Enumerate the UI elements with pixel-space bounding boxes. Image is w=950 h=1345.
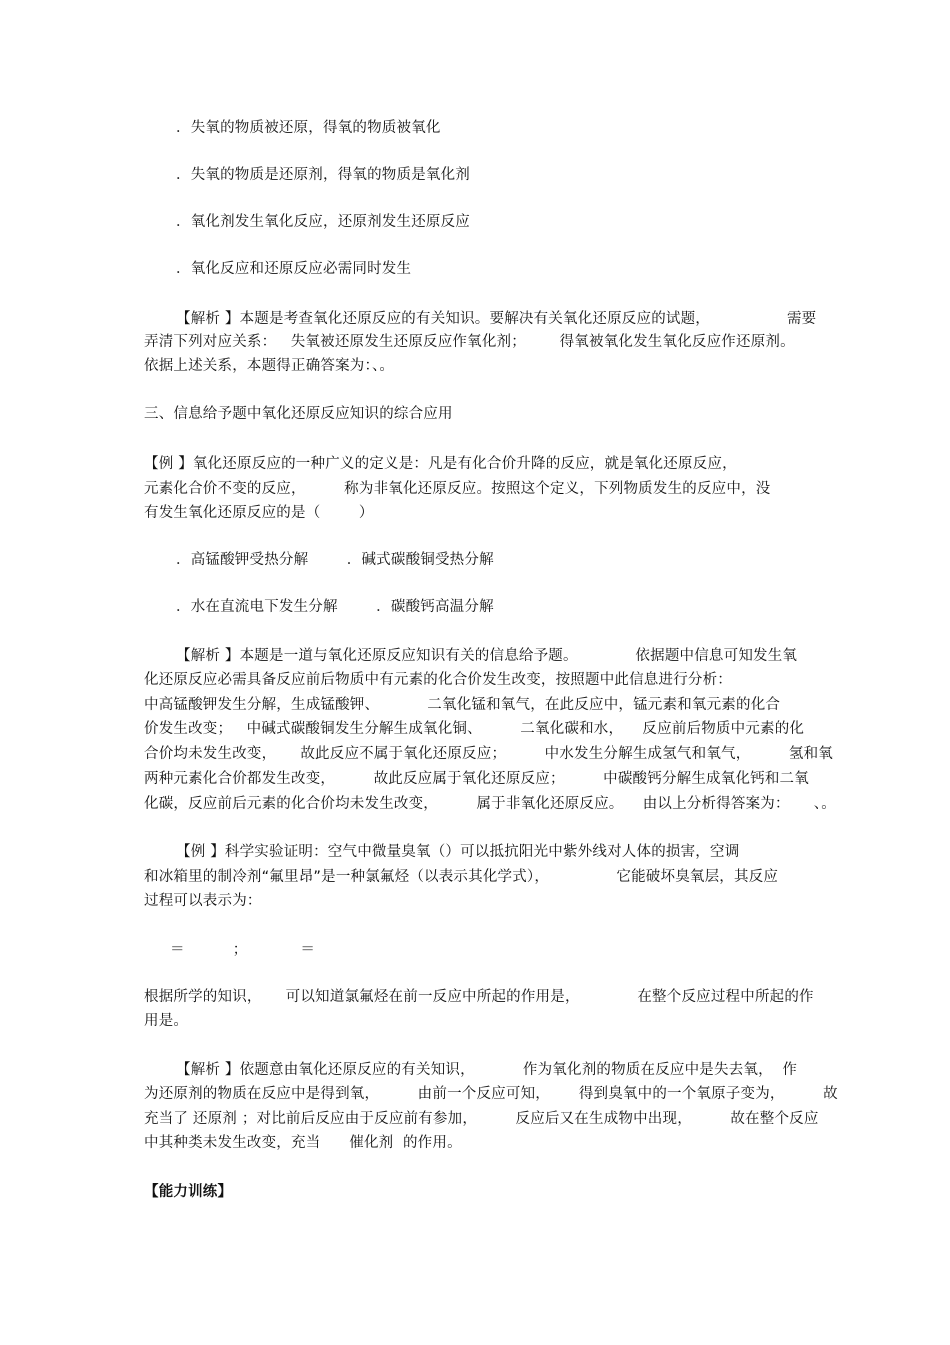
example2-question-line-1: 根据所学的知识， 可以知道氯氟烃在前一反应中所起的作用是， 在整个反应过程中所起的作 (144, 989, 814, 1005)
example2-analysis-line-3: 充当了 还原剂 ；对比前后反应由于反应前有参加， 反应后又在生成物中出现， 故在整个反应 (144, 1111, 819, 1127)
example1-analysis-line-3: 中高锰酸钾发生分解，生成锰酸钾、 二氧化锰和氧气，在此反应中，锰元素和氧元素的化合 (144, 697, 781, 713)
q1-option-2: ．失氧的物质是还原剂，得氧的物质是氧化剂 (176, 167, 470, 183)
q1-option-1: ．失氧的物质被还原，得氧的物质被氧化 (176, 120, 441, 136)
example1-line-3: 有发生氧化还原反应的是（ ） (144, 505, 374, 521)
example2-analysis-line-4: 中其种类未发生改变，充当 催化剂 的作用。 (144, 1135, 462, 1151)
example2-question-line-2: 用是。 (144, 1013, 189, 1029)
q1-analysis-line-2: 弄清下列对应关系： 失氧被还原发生还原反应作氧化剂； 得氧被氧化发生氧化反应作还原剂。 (144, 334, 795, 350)
example2-equation: ＝ ； ＝ (170, 942, 316, 958)
training-heading: 【能力训练】 (144, 1184, 233, 1200)
q1-analysis-line-1: 【解析 】本题是考查氧化还原反应的有关知识。要解决有关氧化还原反应的试题， 需要 (176, 311, 817, 327)
example2-line-1: 【例 】科学实验证明：空气中微量臭氧（）可以抵抗阳光中紫外线对人体的损害，空调 (176, 844, 740, 860)
example1-analysis-line-7: 化碳，反应前后元素的化合价均未发生改变， 属于非氧化还原反应。 由以上分析得答案为： 、。 (144, 796, 836, 812)
q1-option-3: ．氧化剂发生氧化反应，还原剂发生还原反应 (176, 214, 470, 230)
example1-line-1: 【例 】氧化还原反应的一种广义的定义是：凡是有化合价升降的反应，就是氧化还原反应， (144, 456, 737, 472)
example1-options-row-2: ．水在直流电下发生分解 ．碳酸钙高温分解 (176, 599, 494, 615)
example1-analysis-line-4: 价发生改变； 中碱式碳酸铜发生分解生成氧化铜、 二氧化碳和水， 反应前后物质中元素的化 (144, 721, 805, 737)
example1-options-row-1: ．高锰酸钾受热分解 ．碱式碳酸铜受热分解 (176, 552, 494, 568)
section-three-title: 三、信息给予题中氧化还原反应知识的综合应用 (144, 406, 453, 422)
q1-analysis-line-3: 依据上述关系，本题得正确答案为：、。 (144, 358, 395, 374)
example1-line-2: 元素化合价不变的反应， 称为非氧化还原反应。按照这个定义，下列物质发生的反应中，没 (144, 481, 771, 497)
example2-line-3: 过程可以表示为： (144, 893, 262, 909)
example2-analysis-line-2: 为还原剂的物质在反应中是得到氧， 由前一个反应可知， 得到臭氧中的一个氧原子变为， 故 (144, 1086, 838, 1102)
q1-option-4: ．氧化反应和还原反应必需同时发生 (176, 261, 412, 277)
example1-analysis-line-5: 合价均未发生改变， 故此反应不属于氧化还原反应； 中水发生分解生成氢气和氧气， 氢和氧 (144, 746, 833, 762)
example1-analysis-line-2: 化还原反应必需具备反应前后物质中有元素的化合价发生改变，按照题中此信息进行分析： (144, 672, 732, 688)
example2-analysis-line-1: 【解析 】依题意由氧化还原反应的有关知识， 作为氧化剂的物质在反应中是失去氧， 作 (176, 1062, 798, 1078)
example1-analysis-line-6: 两种元素化合价都发生改变， 故此反应属于氧化还原反应； 中碳酸钙分解生成氧化钙和二氧 (144, 771, 809, 787)
example2-line-2: 和冰箱里的制冷剂“氟里昂”是一种氯氟烃（以表示其化学式）， 它能破坏臭氧层，其反应 (144, 869, 779, 885)
example1-analysis-line-1: 【解析 】本题是一道与氧化还原反应知识有关的信息给予题。 依据题中信息可知发生氧 (176, 648, 798, 664)
